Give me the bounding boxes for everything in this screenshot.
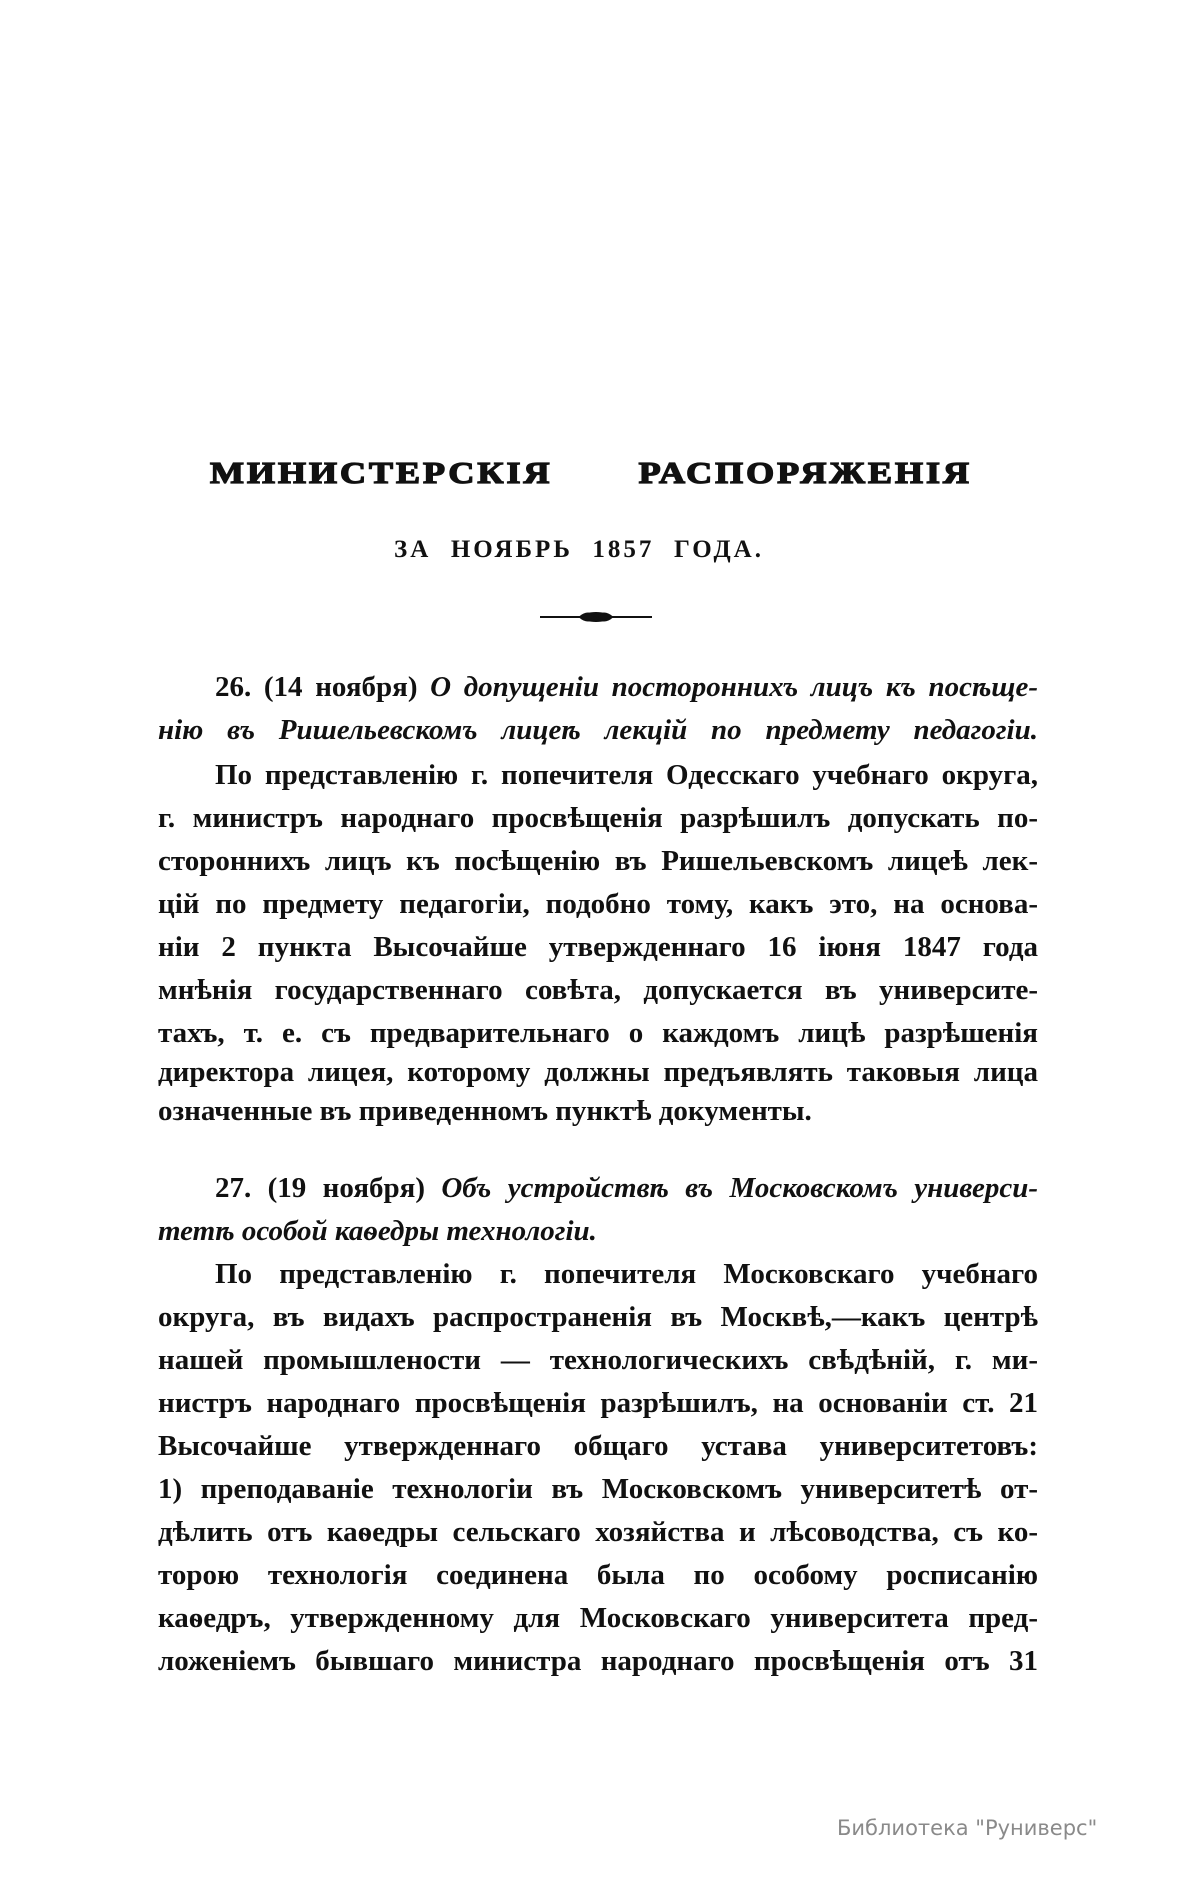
body-line: ложеніемъ бывшаго министра народнаго просвѣщенія отъ 31: [158, 1645, 1038, 1677]
body-line: мнѣнія государственнаго совѣта, допускается въ университе-: [158, 974, 1038, 1006]
body-line: каѳедръ, утвержденному для Московскаго университета пред-: [158, 1602, 1038, 1634]
page-subtitle: ЗА НОЯБРЬ 1857 ГОДА.: [394, 536, 764, 563]
section-heading-line: [215, 1168, 1038, 1208]
body-line: торою технологія соединена была по особому росписанію: [158, 1559, 1038, 1591]
body-line: означенные въ приведенномъ пунктѣ документы.: [158, 1095, 812, 1127]
section-title: нію въ Ришельевскомъ лицеѣ лекцій по предмету педагогіи.: [158, 714, 1038, 746]
body-line: цій по предмету педагогіи, подобно тому, какъ это, на основа-: [158, 888, 1038, 920]
body-line: округа, въ видахъ распространенія въ Москвѣ,—какъ центрѣ: [158, 1301, 1038, 1333]
body-line: 1) преподаваніе технологіи въ Московскомъ университетѣ от-: [158, 1473, 1038, 1505]
body-line: ніи 2 пункта Высочайше утвержденнаго 16 іюня 1847 года: [158, 931, 1038, 963]
section-number-date: 27. (19 ноября): [215, 1172, 425, 1204]
body-line: По представленію г. попечителя Одесскаго учебнаго округа,: [215, 759, 1038, 791]
section-title: О допущеніи постороннихъ лицъ къ посѣще-: [430, 671, 1038, 703]
body-line: тахъ, т. е. съ предварительнаго о каждомъ лицѣ разрѣшенія: [158, 1017, 1038, 1049]
body-line: дѣлить отъ каѳедры сельскаго хозяйства и лѣсоводства, съ ко-: [158, 1516, 1038, 1548]
ornament-divider-icon: [540, 608, 652, 626]
section-number-date: 26. (14 ноября): [215, 671, 418, 703]
body-line: нистръ народнаго просвѣщенія разрѣшилъ, на основаніи ст. 21: [158, 1387, 1038, 1419]
section-heading-line: [215, 667, 1038, 707]
body-line: Высочайше утвержденнаго общаго устава университетовъ:: [158, 1430, 1038, 1462]
body-line: г. министръ народнаго просвѣщенія разрѣшилъ допускать по-: [158, 802, 1038, 834]
library-watermark: Библиотека "Руниверс": [837, 1816, 1098, 1840]
section-title: Объ устройствѣ въ Московскомъ универси-: [441, 1172, 1038, 1204]
body-line: нашей промышлености — технологическихъ свѣдѣній, г. ми-: [158, 1344, 1038, 1376]
page-title: МИНИСТЕРСКІЯ РАСПОРЯЖЕНІЯ: [210, 456, 972, 490]
section-title: тетѣ особой каѳедры технологіи.: [158, 1215, 597, 1247]
body-line: стороннихъ лицъ къ посѣщенію въ Ришельевскомъ лицеѣ лек-: [158, 845, 1038, 877]
body-line: По представленію г. попечителя Московскаго учебнаго: [215, 1258, 1038, 1290]
body-line: директора лицея, которому должны предъявлять таковыя лица: [158, 1056, 1038, 1088]
